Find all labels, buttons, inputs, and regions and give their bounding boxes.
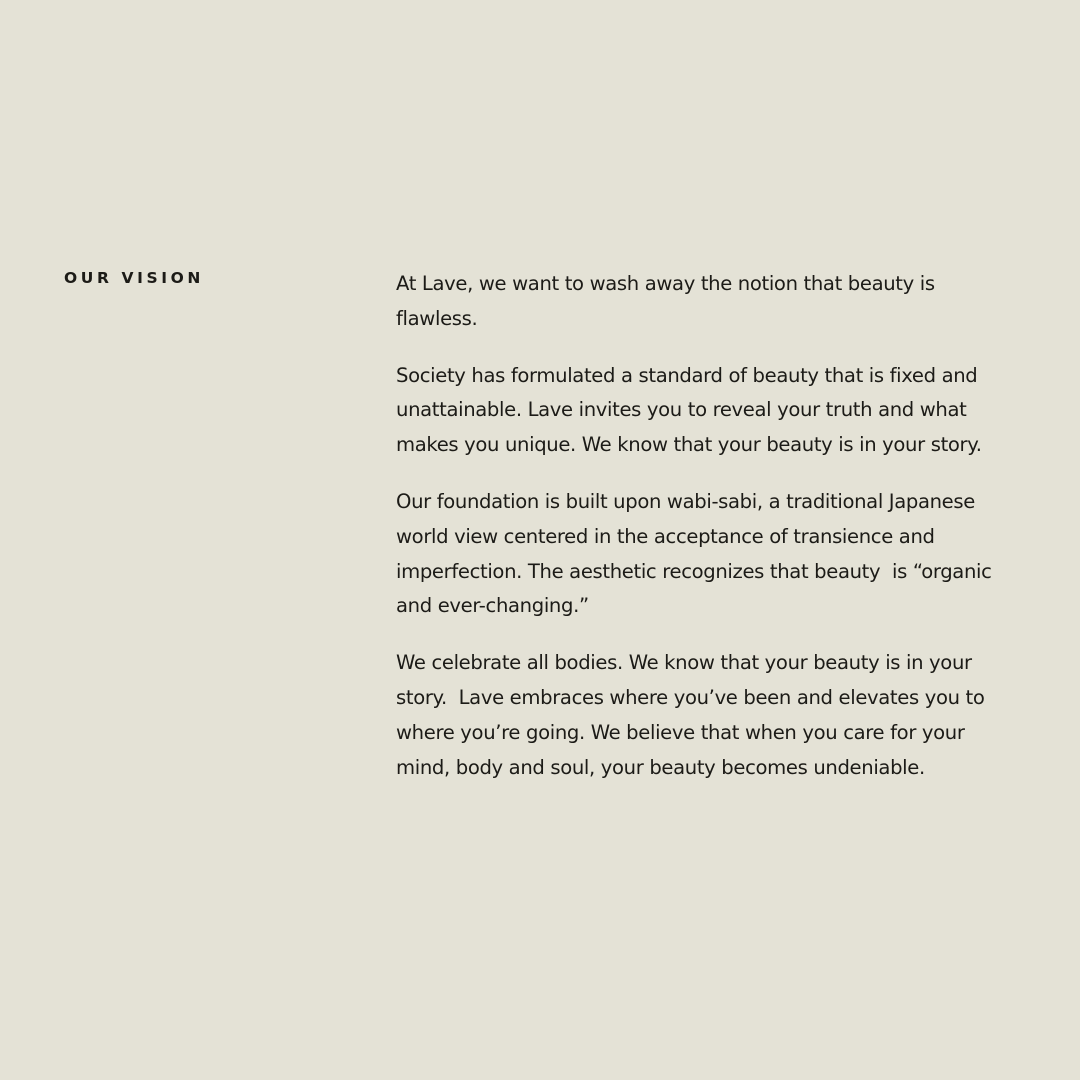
section-heading: OUR VISION xyxy=(64,269,204,287)
vision-body xyxy=(396,267,1021,785)
paragraph-society: Society has formulated a standard of beauty that is fixed and unattainable. Lave invites you to reveal your truth and what makes you unique. We know that your beauty is in your story. xyxy=(396,363,984,457)
paragraph-wabi-sabi: Our foundation is built upon wabi-sabi, a traditional Japanese world view centered in the acceptance of transience and imperfection. The aesthetic recognizes that beauty is “organic and ever-changing.” xyxy=(396,489,998,618)
paragraph-intro: At Lave, we want to wash away the notion that beauty is flawless. xyxy=(396,272,941,330)
paragraph-celebrate: We celebrate all bodies. We know that your beauty is in your story. Lave embraces where you’ve been and elevates you to where you’re going. We believe that when you care for your mind, body and soul, your beauty becomes undeniable. xyxy=(396,651,991,779)
